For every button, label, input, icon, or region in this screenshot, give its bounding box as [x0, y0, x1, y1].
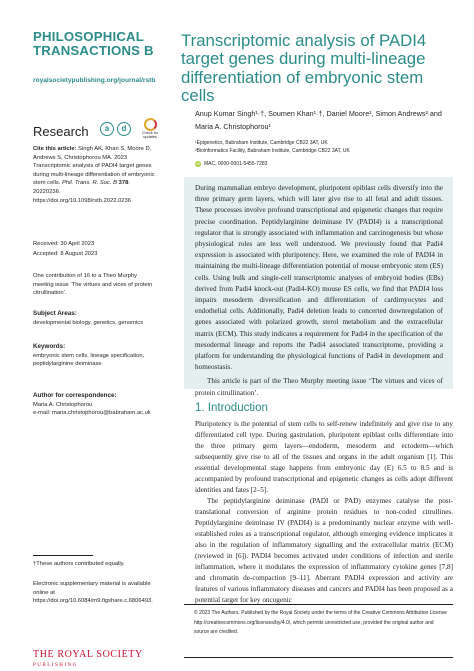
orcid-icon: iD — [196, 162, 200, 166]
citation-block — [33, 145, 158, 205]
authors-line2: Maria A. Christophorou¹ — [195, 121, 271, 131]
introduction-paragraph-2: The peptidylarginine deiminase (PADI or PAD) enzymes catalyse the post-translational conversion of arginine protein residues to non-coded citrullines. Peptidylarginine deiminase IV (PADI4) is a predominantly nuclear enzyme with well-established roles as a transcriptional regulator, although emerging evidence implicates it also in the regulation of inflammatory signalling and the extracellular matrix (ECM) (reviewed in [6]). PADI4 becomes activated under conditions of infection and sterile inflammation, where it modulates the expression of inflammatory cytokine genes [7,8] and chromatin de-compaction [9–11]. Aberrant PADI4 expression and activity are features of various inflammatory diseases and cancers and PADI4 has been proposed as a potential target for key oncogenic — [195, 497, 453, 604]
journal-name — [33, 30, 183, 58]
orcid-text: MAC, 0000-0001-5455-7283 — [204, 161, 268, 167]
correspondence-heading: Author for correspondence: — [33, 392, 117, 399]
correspondence-name: Maria A. Christophorou — [33, 401, 93, 408]
introduction-heading: 1. Introduction — [195, 402, 268, 414]
publisher-logo-line2: PUBLISHING — [33, 663, 78, 668]
publisher-logo — [33, 650, 143, 671]
cite-journal: Phil. Trans. R. Soc. B — [62, 180, 117, 187]
subject-areas-text: developmental biology, genetics, genomics — [33, 319, 144, 326]
orcid-line[interactable] — [195, 161, 267, 167]
introduction-paragraph-1: Pluripotency is the potential of stem cells to self-renew indefinitely and give rise to any differentiated cell type. During gastrulation, pluripotent epiblast cells differentiate into the three primary germ layers—endoderm, mesoderm and ectoderm—which subsequently give rise to all of the tissues and organs in the adult organism [1]. This essential developmental stage happens from embryonic day (E) 6.5 to 8.5 and is accompanied by profound transcriptional and epigenetic changes as cells adopt different identities and fates [2–5]. — [195, 420, 453, 494]
correspondence — [33, 392, 173, 418]
subject-areas — [33, 310, 158, 327]
keywords-text: embryonic stem cells, lineage specification, peptidylarginine deiminase — [33, 352, 145, 368]
keywords-heading: Keywords: — [33, 343, 66, 350]
keywords — [33, 343, 158, 369]
equal-contribution-note: †These authors contributed equally. — [33, 561, 125, 567]
journal-name-line2: TRANSACTIONS B — [33, 43, 154, 58]
abstract-text: During mammalian embryo development, pluripotent epiblast cells diversify into the three primary germ layers, which will later give rise to all fetal and adult tissues. These processes involve profound transcriptional and epigenetic changes that require precise coordination. Peptidylarginine deiminase IV (PADI4) is a transcriptional regulator that is strongly associated with inflammation and carcinogenesis but whose physiological roles are less well understood. We previously found that Padi4 expression is associated with pluripotency. Here, we examined the role of PADI4 in maintaining the multi-lineage differentiation potential of mouse embryonic stem (ES) cells. Using bulk and single-cell transcriptomic analyses of embryoid bodies (EBs) derived from Padi4 knock-out (Padi4-KO) mouse ES cells, we find that PADI4 loss impairs mesoderm diversification and differentiation of cardimyocytes and endothelial cells. Additionally, Padi4 deletion leads to concerted downregulation of genes associated with polarized growth, sterol metabolism and the extracellular matrix (ECM). This study indicates a requirement for Padi4 in the specification of the mesodermal lineage and reports the Padi4 associated transcriptome, providing a platform for understanding the physiological functions of Padi4 in development and homeostasis. — [195, 184, 443, 372]
article-title: Transcriptomic analysis of PADI4 target genes during multi-lineage differentiation of embryonic stem cells — [181, 31, 427, 106]
theme-issue-note: One contribution of 16 to a Theo Murphy meeting issue ‘The virtues and vices of protein citrullination’. — [33, 273, 153, 297]
introduction-body — [195, 419, 453, 606]
author-list — [195, 108, 455, 133]
open-access-icon: a — [100, 122, 114, 136]
license-box: © 2023 The Authors. Published by the Royal Society under the terms of the Creative Commons Attribution License http://creativecommons.org/licenses/by/4.0/, which permits unrestricted use, provided the original author and source are credited. — [184, 604, 453, 658]
cite-volume: 378 — [118, 180, 129, 187]
open-data-icon: d — [117, 122, 131, 136]
check-for-updates-button[interactable] — [136, 118, 164, 139]
journal-name-line1: PHILOSOPHICAL — [33, 29, 145, 44]
journal-url-link[interactable]: royalsocietypublishing.org/journal/rstb — [33, 77, 156, 84]
dates-block — [33, 240, 158, 258]
updates-icon — [144, 118, 157, 131]
theme-issue-abstract-note: This article is part of the Theo Murphy meeting issue ‘The virtues and vices of protein citrullination’. — [195, 377, 443, 397]
correspondence-email[interactable]: e-mail: maria.christophorou@babraham.ac.uk — [33, 410, 151, 417]
cite-doi-link[interactable]: : 20220236. https://doi.org/10.1098/rstb.2022.0236 — [33, 180, 131, 204]
updates-label: Check for updates — [141, 131, 159, 139]
publisher-logo-line1: THE ROYAL SOCIETY — [33, 649, 143, 660]
section-label: Research — [33, 124, 89, 139]
affiliation-2: ²Bioinformatics Facility, Babraham Institute, Cambridge CB22 3AT, UK — [195, 148, 350, 154]
subject-areas-heading: Subject Areas: — [33, 310, 77, 317]
cite-label: Cite this article: — [33, 146, 77, 152]
authors-line1: Anup Kumar Singh¹·†, Soumen Khan¹·†, Daniel Moore¹, Simon Andrews² and — [195, 109, 442, 118]
badge-row — [100, 118, 164, 139]
affiliations — [195, 139, 455, 155]
received-date: Received: 30 April 2023 — [33, 241, 95, 247]
cite-text: Singh AK, Khan S, Moore D, Andrews S, Christophorou MA. 2023 Transcriptomic analysis of PADI4 target genes during multi-lineage differentiation of embryonic stem cells. — [33, 146, 155, 187]
abstract-box — [184, 177, 453, 397]
supplementary-note: Electronic supplementary material is available online at https://doi.org/10.6084/m9.figshare.c.6806493. — [33, 581, 153, 605]
footnote-divider — [33, 555, 93, 556]
affiliation-1: ¹Epigenetics, Babraham Institute, Cambridge CB22 3AT, UK — [195, 140, 328, 146]
accepted-date: Accepted: 8 August 2023 — [33, 250, 98, 257]
